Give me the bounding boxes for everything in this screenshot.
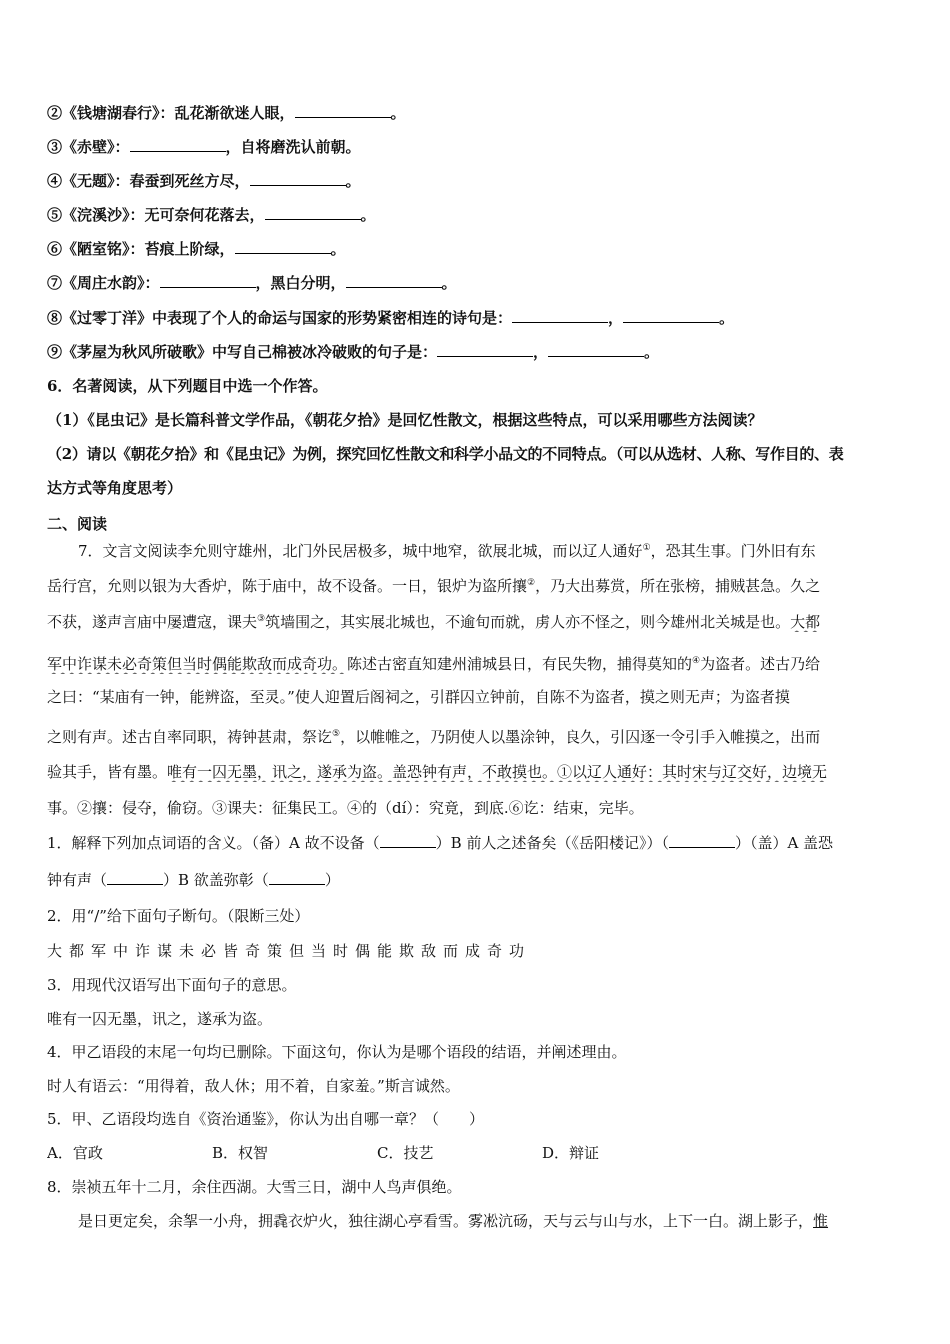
poem-line-5: ⑤《浣溪沙》：无可奈何花落去， 。 — [47, 206, 376, 224]
passage-line: 验其手，皆有墨。唯有一囚无墨，讯之，遂承为盗。盖恐钟有声，不敢摸也。①以辽人通好：其时宋与辽交好，边境无 — [47, 763, 828, 781]
answer-blank[interactable] — [512, 308, 608, 323]
answer-blank[interactable] — [250, 171, 346, 186]
subq-3: 3．用现代汉语写出下面句子的意思。 — [47, 976, 297, 994]
q8-line: 8．崇祯五年十二月，余住西湖。大雪三日，湖中人鸟声俱绝。 — [47, 1178, 462, 1196]
option-d[interactable]: D．辩证 — [542, 1144, 600, 1162]
poem-line-6: ⑥《陋室铭》：苔痕上阶绿， 。 — [47, 240, 346, 258]
passage-footnotes: 事。②攘：侵夺，偷窃。③课夫：征集民工。④的（dí）：究竟，到底.⑥讫：结束，完毕。 — [47, 799, 644, 817]
answer-blank[interactable] — [548, 342, 644, 357]
answer-blank[interactable] — [346, 273, 442, 288]
answer-blank[interactable] — [623, 308, 719, 323]
subq-2-text: 大都军中诈谋未必皆奇策但当时偶能欺敌而成奇功 — [47, 942, 532, 960]
option-b[interactable]: B．权智 — [212, 1144, 269, 1162]
passage-line: 岳行宫，允则以银为大香炉，陈于庙中，故不设备。一日，银炉为盗所攘②，乃大出募赏，所在张榜，捕贼甚急。久之 — [47, 577, 821, 595]
passage-line: 之则有声。述古自率同职，祷钟甚肃，祭讫⑤，以帷帷之，乃阴使人以墨涂钟，良久，引囚逐一令引手入帷摸之，出而 — [47, 728, 821, 746]
subq-4-text: 时人有语云：“用得着，敌人休；用不着，自家羞。”斯言诚然。 — [47, 1077, 460, 1095]
section-heading: 二、阅读 — [47, 515, 108, 533]
poem-line-8: ⑧《过零丁洋》中表现了个人的命运与国家的形势紧密相连的诗句是： ， 。 — [47, 309, 735, 327]
q6-option-2-cont: 达方式等角度思考） — [47, 479, 183, 497]
q6-option-1: （1）《昆虫记》是长篇科普文学作品，《朝花夕拾》是回忆性散文，根据这些特点，可以采用哪些方法阅读？ — [47, 411, 763, 429]
passage-line: 不获，遂声言庙中屡遭寇，课夫③筑墙围之，其实展北城也，不逾旬而就，虏人亦不怪之，则今雄州北关城是也。大都 — [47, 613, 821, 631]
subq-4: 4．甲乙语段的末尾一句均已删除。下面这句，你认为是哪个语段的结语，并阐述理由。 — [47, 1043, 627, 1061]
passage-line: 军中诈谋未必奇策但当时偶能欺敌而成奇功。陈述古密直知建州浦城县日，有民失物，捕得莫知的④为盗者。述古乃给 — [47, 655, 821, 673]
answer-blank[interactable] — [269, 870, 325, 885]
subq-1: 1．解释下列加点词语的含义。（备）A 故不设备（ ）B 前人之述备矣（《岳阳楼记》）（ ）（盖）A 盖恐 — [47, 834, 834, 852]
option-a[interactable]: A．官政 — [47, 1144, 103, 1162]
poem-line-9: ⑨《茅屋为秋风所破歌》中写自己棉被冰冷破败的句子是： ， 。 — [47, 343, 660, 361]
poem-line-3: ③《赤壁》： ，自将磨洗认前朝。 — [47, 138, 361, 156]
subq-1-cont: 钟有声（ ）B 欲盖弥彰（ ） — [47, 871, 340, 889]
answer-blank[interactable] — [437, 342, 533, 357]
answer-blank[interactable] — [107, 870, 163, 885]
poem-line-2: ②《钱塘湖春行》：乱花渐欲迷人眼， 。 — [47, 104, 406, 122]
q6-option-2: （2）请以《朝花夕拾》和《昆虫记》为例，探究回忆性散文和科学小品文的不同特点。（可以从选材、人称、写作目的、表 — [47, 445, 844, 463]
answer-blank[interactable] — [235, 239, 331, 254]
subq-5-options — [47, 1143, 907, 1163]
q8-passage-line: 是日更定矣，余挐一小舟，拥毳衣炉火，独往湖心亭看雪。雾凇沆砀，天与云与山与水，上下一白。湖上影子，惟 — [78, 1212, 829, 1230]
option-c[interactable]: C．技艺 — [377, 1144, 434, 1162]
answer-blank[interactable] — [669, 833, 735, 848]
answer-blank[interactable] — [265, 205, 361, 220]
answer-blank[interactable] — [130, 137, 226, 152]
poem-line-7: ⑦《周庄水韵》： ，黑白分明， 。 — [47, 274, 457, 292]
subq-3-text: 唯有一囚无墨，讯之，遂承为盗。 — [47, 1010, 273, 1028]
passage-line: 7．文言文阅读李允则守雄州，北门外民居极多，城中地窄，欲展北城，而以辽人通好①，恐其生事。门外旧有东 — [78, 542, 816, 560]
answer-blank[interactable] — [295, 103, 391, 118]
poem-line-4: ④《无题》：春蚕到死丝方尽， 。 — [47, 172, 361, 190]
q6-title: 6．名著阅读，从下列题目中选一个作答。 — [47, 377, 328, 395]
subq-2: 2．用“/”给下面句子断句。（限断三处） — [47, 907, 310, 925]
answer-blank[interactable] — [160, 273, 256, 288]
passage-line: 之曰：“某庙有一钟，能辨盗，至灵。”使人迎置后阁祠之，引群囚立钟前，自陈不为盗者，摸之则无声；为盗者摸 — [47, 688, 790, 706]
answer-blank[interactable] — [380, 833, 436, 848]
subq-5: 5．甲、乙语段均选自《资治通鉴》，你认为出自哪一章？（ ） — [47, 1110, 485, 1128]
